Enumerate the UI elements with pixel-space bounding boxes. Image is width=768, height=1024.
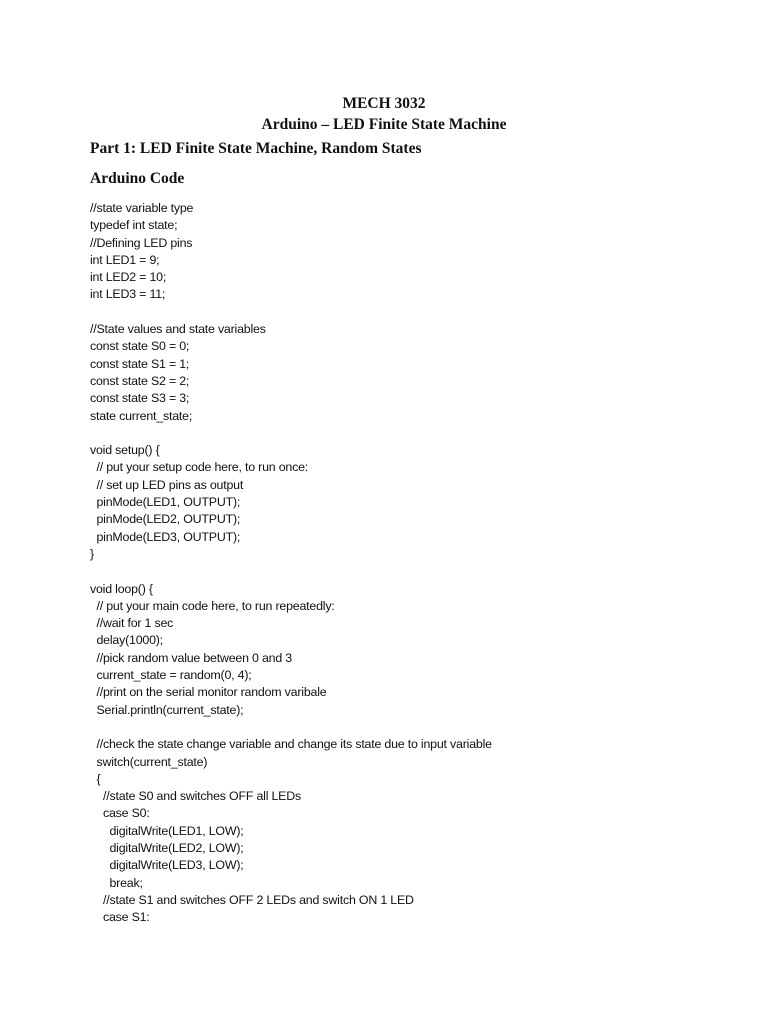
- code-line: const state S0 = 0;: [90, 339, 190, 354]
- code-line: void loop() {: [90, 581, 153, 596]
- code-line: // set up LED pins as output: [90, 477, 244, 492]
- code-line: }: [90, 546, 94, 561]
- code-line: //wait for 1 sec: [90, 616, 174, 631]
- code-line: state current_state;: [90, 408, 193, 423]
- code-line: [90, 719, 750, 736]
- code-line: current_state = random(0, 4);: [90, 668, 252, 683]
- code-line: int LED2 = 10;: [90, 270, 167, 285]
- code-line: int LED3 = 11;: [90, 287, 166, 302]
- code-line: case S1:: [90, 910, 150, 925]
- code-line: typedef int state;: [90, 218, 178, 233]
- code-line: //print on the serial monitor random varibale: [90, 685, 327, 700]
- code-line: const state S2 = 2;: [90, 373, 190, 388]
- code-line: digitalWrite(LED2, LOW);: [90, 840, 244, 855]
- code-line: delay(1000);: [90, 633, 163, 648]
- code-line: [90, 563, 750, 580]
- code-line: //Defining LED pins: [90, 235, 193, 250]
- code-line: [90, 425, 750, 442]
- code-line: pinMode(LED3, OUTPUT);: [90, 529, 241, 544]
- code-line: case S0:: [90, 806, 150, 821]
- document-title: Arduino – LED Finite State Machine: [261, 116, 507, 133]
- code-line: int LED1 = 9;: [90, 252, 160, 267]
- code-listing: [90, 200, 750, 926]
- code-line: //state S1 and switches OFF 2 LEDs and switch ON 1 LED: [90, 892, 414, 907]
- code-line: //state variable type: [90, 201, 194, 215]
- code-line: digitalWrite(LED1, LOW);: [90, 823, 244, 838]
- code-heading: Arduino Code: [90, 170, 185, 187]
- code-line: // put your setup code here, to run once:: [90, 460, 309, 475]
- code-line: Serial.println(current_state);: [90, 702, 244, 717]
- code-line: {: [90, 771, 101, 786]
- code-line: pinMode(LED1, OUTPUT);: [90, 495, 241, 510]
- code-line: const state S3 = 3;: [90, 391, 190, 406]
- course-code: MECH 3032: [342, 95, 426, 112]
- code-line: //state S0 and switches OFF all LEDs: [90, 789, 301, 804]
- part-heading: Part 1: LED Finite State Machine, Random States: [90, 140, 422, 157]
- document-title-block: [0, 93, 768, 135]
- code-line: pinMode(LED2, OUTPUT);: [90, 512, 241, 527]
- code-line: [90, 304, 750, 321]
- code-line: void setup() {: [90, 443, 160, 458]
- code-line: //pick random value between 0 and 3: [90, 650, 292, 665]
- code-line: switch(current_state): [90, 754, 208, 769]
- code-line: const state S1 = 1;: [90, 356, 190, 371]
- code-line: break;: [90, 875, 143, 890]
- code-line: //State values and state variables: [90, 322, 266, 337]
- code-line: //check the state change variable and change its state due to input variable: [90, 737, 492, 752]
- code-line: // put your main code here, to run repeatedly:: [90, 598, 335, 613]
- code-line: digitalWrite(LED3, LOW);: [90, 858, 244, 873]
